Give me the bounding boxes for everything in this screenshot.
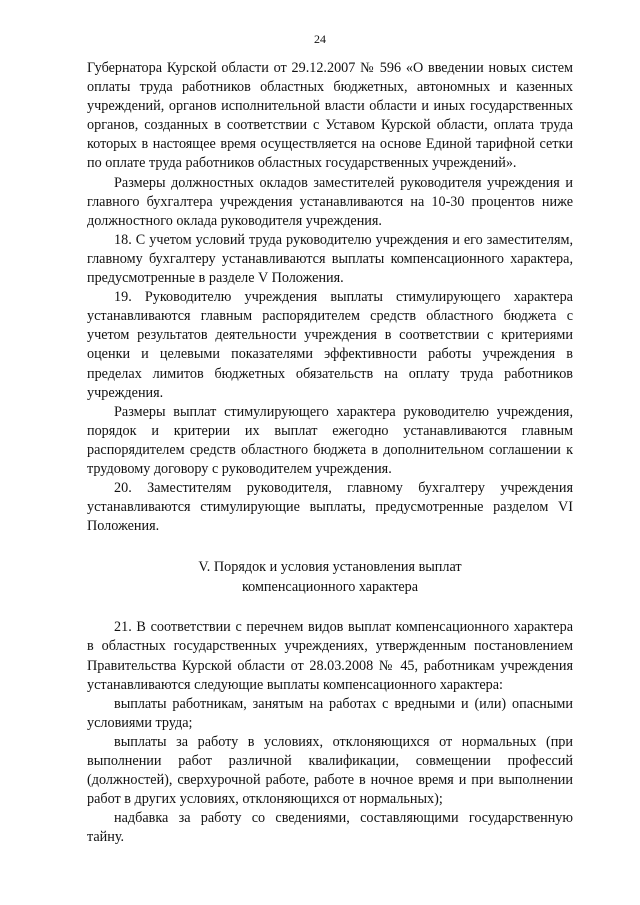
list-item-hazardous-work: выплаты работникам, занятым на работах с вредными и (или) опасными условиями труда; xyxy=(87,695,573,731)
paragraph-21: 21. В соответствии с перечнем видов выплат компенсационного характера в областных государственных учреждениях, утвержденным постановлением Правительства Курской области от 28.03.2008 № 45, работникам учреждения устанавливаются следующие выплаты компенсационного характера: xyxy=(87,619,573,693)
section-heading xyxy=(87,558,573,597)
list-item-abnormal-conditions: выплаты за работу в условиях, отклоняющихся от нормальных (при выполнении работ различной квалификации, совмещении профессий (должностей), сверхурочной работе, работе в ночное время и при выполнении работ в других условиях, отклоняющихся от нормальных); xyxy=(87,733,573,808)
paragraph-incentive-sizes: Размеры выплат стимулирующего характера руководителю учреждения, порядок и критерии их выплат ежегодно устанавливаются главным распорядителем средств областного бюджета в дополнительном соглашении к трудовому договору с руководителем учреждения. xyxy=(87,403,573,477)
paragraph-decree-reference: Губернатора Курской области от 29.12.2007 № 596 «О введении новых систем оплаты труда работников областных бюджетных, автономных и казенных учреждений, органов исполнительной власти области и иных государственных органов, созданных в соответствии с Уставом Курской области, оплата труда которых в настоящее время осуществляется на основе Единой тарифной сетки по оплате труда работников областных государственных учреждений». xyxy=(87,60,573,172)
list-item-state-secret: надбавка за работу со сведениями, составляющими государственную тайну. xyxy=(87,810,573,846)
page-number: 24 xyxy=(314,32,326,46)
paragraph-19: 19. Руководителю учреждения выплаты стимулирующего характера устанавливаются главным распорядителем средств областного бюджета с учетом результатов деятельности учреждения в соответствии с критериями оценки и целевыми показателями эффективности работы учреждения в пределах лимитов бюджетных обязательств на оплату труда работников учреждения. xyxy=(87,289,573,401)
document-body xyxy=(87,59,573,847)
paragraph-deputy-salaries: Размеры должностных окладов заместителей руководителя учреждения и главного бухгалтера учреждения устанавливаются на 10-30 процентов ниже должностного оклада руководителя учреждения. xyxy=(87,174,573,229)
section-heading-line-1: V. Порядок и условия установления выплат xyxy=(198,559,462,576)
paragraph-20: 20. Заместителям руководителя, главному бухгалтеру учреждения устанавливаются стимулирующие выплаты, предусмотренные разделом VI Положения. xyxy=(87,480,573,535)
paragraph-18: 18. С учетом условий труда руководителю учреждения и его заместителям, главному бухгалтеру устанавливаются выплаты компенсационного характера, предусмотренные в разделе V Положения. xyxy=(87,231,573,287)
section-heading-line-2: компенсационного характера xyxy=(241,578,419,595)
